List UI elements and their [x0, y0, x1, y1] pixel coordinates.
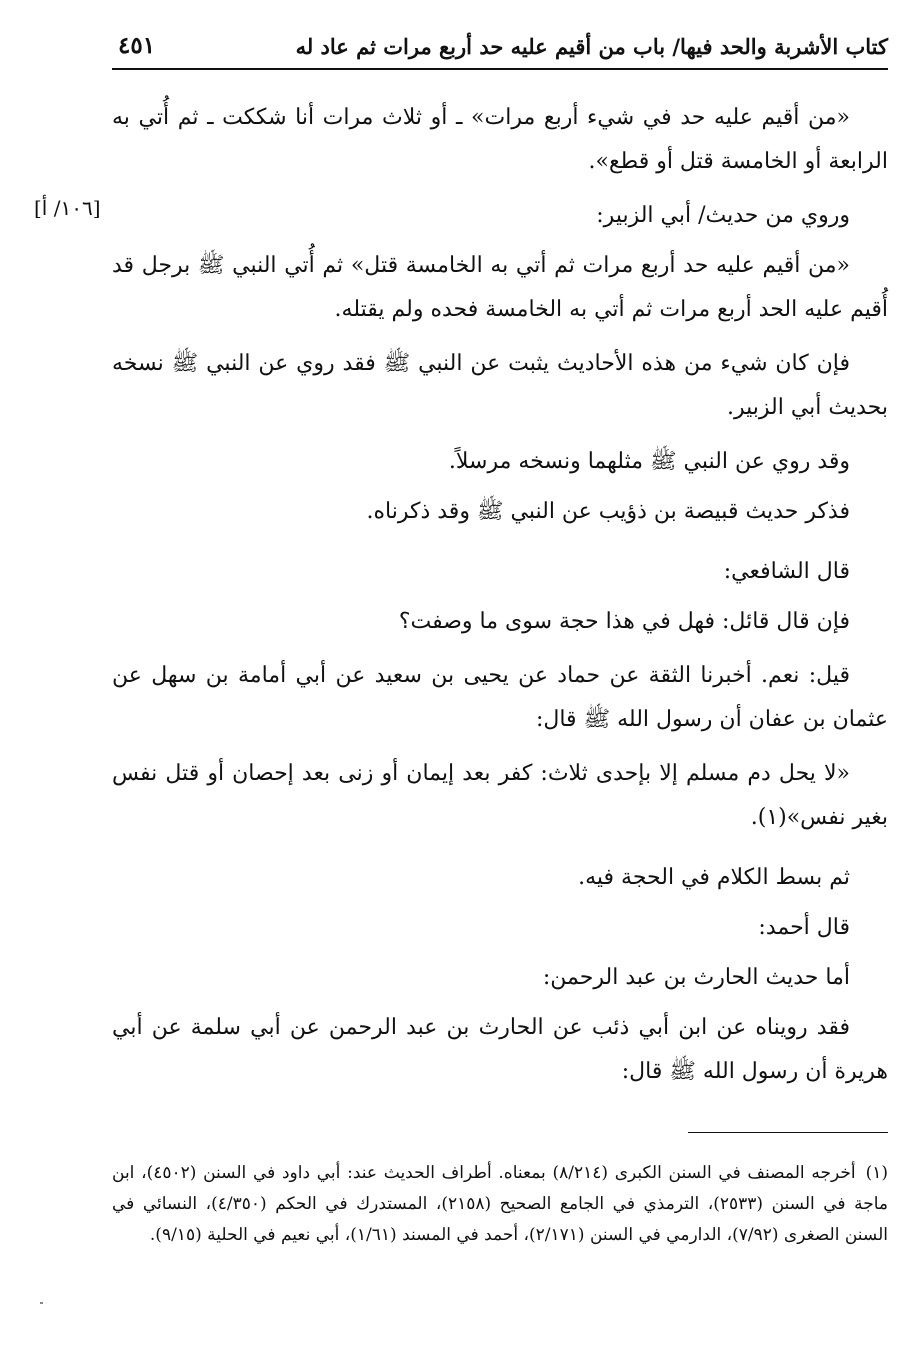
footnote-separator — [688, 1132, 888, 1133]
manuscript-folio-marker: [١٠٦/ أ] — [34, 196, 101, 220]
paragraph-abu-zubair-intro: وروي من حديث/ أبي الزبير: — [596, 203, 850, 228]
paragraph-three-conditions: «لا يحل دم مسلم إلا بإحدى ثلاث: كفر بعد إيمان أو زنى بعد إحصان أو قتل نفس بغير نفس»(١). — [112, 761, 888, 830]
paragraph-answer-isnad: قيل: نعم. أخبرنا الثقة عن حماد عن يحيى بن سعيد عن أبي أمامة بن سهل عن عثمان بن عفان أن رسول الله ﷺ قال: — [112, 663, 888, 732]
running-title: كتاب الأشربة والحد فيها/ باب من أقيم عليه حد أربع مرات ثم عاد له — [295, 34, 888, 59]
page-header — [112, 28, 888, 70]
heading-shafii: قال الشافعي: — [723, 559, 850, 584]
paragraph-harith-intro: أما حديث الحارث بن عبد الرحمن: — [542, 965, 850, 990]
footnote — [112, 1158, 888, 1251]
page-number: ٤٥١ — [118, 32, 156, 59]
paragraph-harith-isnad: فقد رويناه عن ابن أبي ذئب عن الحارث بن عبد الرحمن عن أبي سلمة عن أبي هريرة أن رسول الله ﷺ قال: — [112, 1015, 888, 1084]
paragraph-qabisa: فذكر حديث قبيصة بن ذؤيب عن النبي ﷺ وقد ذكرناه. — [366, 499, 850, 524]
paragraph-elaboration: ثم بسط الكلام في الحجة فيه. — [578, 865, 850, 890]
paragraph-hadith-four-times: «من أقيم عليه حد في شيء أربع مرات» ـ أو ثلاث مرات أنا شككت ـ ثم أُتي به الرابعة أو الخامسة قتل أو قطع». — [112, 105, 888, 174]
paragraph-abrogation: فإن كان شيء من هذه الأحاديث يثبت عن النبي ﷺ فقد روي عن النبي ﷺ نسخه بحديث أبي الزبير. — [112, 351, 888, 420]
paragraph-mursal: وقد روي عن النبي ﷺ مثلهما ونسخه مرسلاً. — [448, 449, 850, 474]
footnote-text: أخرجه المصنف في السنن الكبرى (٨/٢١٤) بمعناه. أطراف الحديث عند: أبي داود في السنن (٤٥٠٢)، ابن ماجة في السنن (٢٥٣٣)، الترمذي في الجامع الصحيح (٢١٥٨)، المستدرك في الحكم (٤/٣٥٠)، النسائي في السنن الصغرى (٧/٩٢)، الدارمي في السنن (٢/١٧١)، أحمد في المسند (١/٦١)، أبي نعيم في الحلية (٩/١٥). — [112, 1163, 888, 1245]
paragraph-fifth-time: «من أقيم عليه حد أربع مرات ثم أتي به الخامسة قتل» ثم أُتي النبي ﷺ برجل قد أُقيم عليه الحد أربع مرات ثم أتي به الخامسة فحده ولم يقتله. — [112, 253, 888, 322]
paragraph-question: فإن قال قائل: فهل في هذا حجة سوى ما وصفت؟ — [398, 609, 850, 634]
main-text — [112, 96, 888, 1104]
footnote-number: (١) — [865, 1163, 888, 1183]
scan-speck — [40, 1302, 43, 1304]
heading-ahmad: قال أحمد: — [758, 915, 850, 940]
